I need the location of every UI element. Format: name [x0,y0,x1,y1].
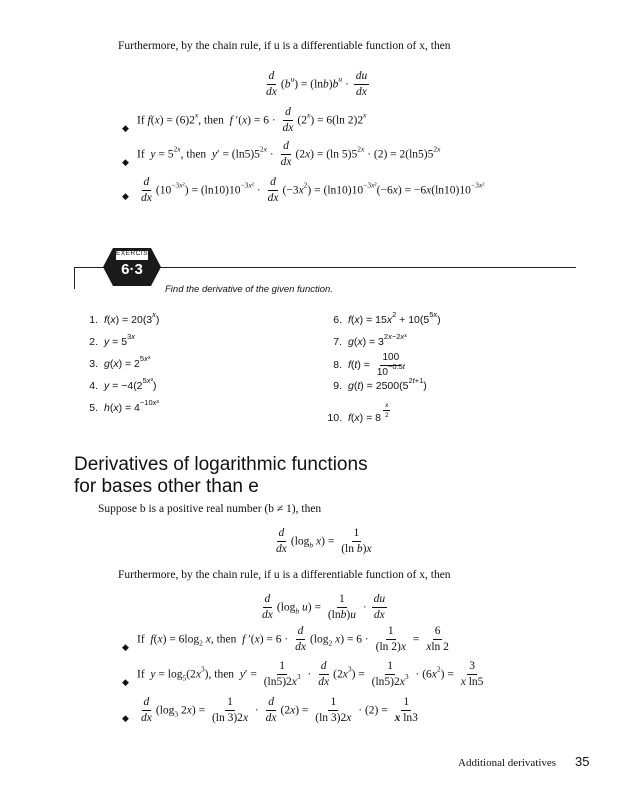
bullet-icon: ◆ [122,642,129,652]
bullet-icon: ◆ [122,191,129,201]
exercise-number: 6·3 [121,261,143,278]
example-2: If $y = 5^{2x}$, then $y' = (\ln 5)5^{2x}$ · $\frac{d}{dx}$ (2x) = (ln $5)5^{2x} \cdot (2) = 2(\ln 5)5^{2x}$ [137,140,441,169]
list-item: 10. f(x) = 8 $^{\frac{x}{2}}$ [327,402,389,424]
list-item: 3. $g(x) = 2^{5x^3}$ [89,354,151,370]
log-example-3: $\frac{d}{dx}$ ($\log_3$ 2x) = $\frac{1}{(\ln 3)2x}$ · $\frac{d}{dx}$ (2x) = $\frac{1}{(\ln 3)2x}$ · (2) = $\frac{1}{\text{x ln3}}$ [141,696,418,725]
exercise-left-rule [74,267,75,289]
section-title-line2 [74,476,259,498]
list-item: 9. $g(t) = 2500(5^{2t+1})$ [333,376,427,392]
exercise-label: EXERCISE [116,250,153,257]
intro-text-2: Furthermore, by the chain rule, if u is a differentiable function of x, then [118,569,451,581]
section-title-line2-text: for bases other than e [74,476,259,497]
example-1: If $f(x) = (6)2^x$, then f ′(x) = 6 · $\frac{d}{dx}$ $(2^x) = 6(\ln$ 2)2$^x$ [137,106,367,135]
example-3: $\frac{d}{dx}$ $(10^{-3x^2}) = (\ln 10)10^{-3x^2}$ · $\frac{d}{dx}$ $(-3x^2) = (\ln 10)10^{-3x^2}(-6x) = -6x(\ln 10)10^{-3x^2}$ [141,176,485,205]
formula-exp-chain: $\frac{d}{dx}$ $(b^u) = (\ln b)b^u$ · $\frac{du}{dx}$ [266,70,368,99]
log-example-2: If $y = \log_5(2x^3)$, then y′ = $\frac{1}{(\ln 5)2x^3}$ · $\frac{d}{dx}$ $(2x^3)$ = $\frac{1}{(\ln 5)2x^3}$ · $(6x^2)$ = $\frac{3}{\text{x ln5}}$ [137,660,484,689]
bullet-icon: ◆ [122,123,129,133]
list-item: 8. f(t) = $\frac{100}{10^{-0.5t}}$ [333,352,405,378]
log-example-1: If $f(x) = 6\log_2$ x, then f ′(x) = 6 · $\frac{d}{dx}$ ($\log_2$ x) = 6 · $\frac{1}{(\ln 2)x}$ = $\frac{6}{xln 2}$ [137,625,449,654]
list-item: 2. $y = 5^{3x}$ [89,332,135,348]
suppose-text: Suppose b is a positive real number (b ≠ 1), then [98,503,322,515]
bullet-icon: ◆ [122,713,129,723]
list-item: 7. $g(x) = 3^{2x-2x^3}$ [333,332,407,348]
intro-text: Furthermore, by the chain rule, if u is a differentiable function of x, then [118,40,451,52]
section-title-line1: Derivatives of logarithmic functions [74,454,368,475]
exercise-instruction: Find the derivative of the given function. [165,284,333,295]
formula-log-chain: $\frac{d}{dx}$ ($\log_b$ u) = $\frac{1}{(\ln b)u}$ · $\frac{du}{dx}$ [262,593,386,622]
bullet-icon: ◆ [122,677,129,687]
list-item: 5. $h(x) = 4^{-10x^3}$ [89,398,159,414]
list-item: 1. $f(x) = 20(3^x)$ [89,310,160,326]
list-item: 6. $f(x) = 15x^2 + 10(5^{5x})$ [333,310,441,326]
list-item: 4. $y = -4(2^{5x^3})$ [89,376,157,392]
formula-log-base: $\frac{d}{dx}$ ($\log_b$ x) = $\frac{1}{\text{(ln b)x}}$ [276,527,372,556]
page-number: 35 [575,754,590,769]
bullet-icon: ◆ [122,157,129,167]
running-title: Additional derivatives [458,757,557,769]
